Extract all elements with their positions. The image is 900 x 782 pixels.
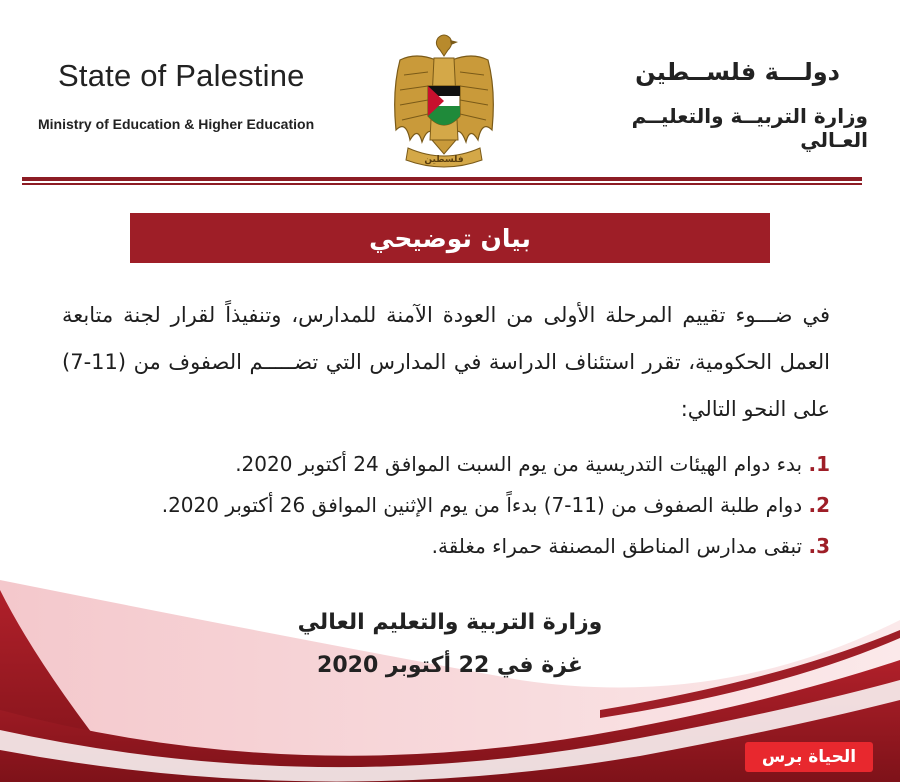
arabic-ministry-name: وزارة التربيــة والتعليــم العـالي xyxy=(631,104,868,152)
signature-date: غزة في 22 أكتوبر 2020 xyxy=(317,653,583,678)
english-ministry-name: Ministry of Education & Higher Education xyxy=(38,116,315,132)
english-header xyxy=(38,58,338,132)
list-item xyxy=(40,444,830,485)
header-divider-thin xyxy=(22,183,862,185)
list-item-text: دوام طلبة الصفوف من (11-7) بدءاً من يوم الإثنين الموافق 26 أكتوبر 2020. xyxy=(161,493,809,517)
list-item-text: بدء دوام الهيئات التدريسية من يوم السبت الموافق 24 أكتوبر 2020. xyxy=(235,452,809,476)
banner-title: بيان توضيحي xyxy=(369,223,531,253)
statement-paragraph: في ضـــوء تقييم المرحلة الأولى من العودة الآمنة للمدارس، وتنفيذاً لقرار لجنة متابعة العمل الحكومية، تقرر استئناف الدراسة في المدارس التي تضـــــم الصفوف من (11-7) على النحو التالي: xyxy=(62,303,830,421)
english-state-title: State of Palestine xyxy=(58,58,305,93)
watermark-label: الحياة برس xyxy=(761,747,857,767)
list-item-text: تبقى مدارس المناطق المصنفة حمراء مغلقة. xyxy=(431,534,809,558)
arabic-state-title: دولـــة فلســطين xyxy=(635,58,840,86)
list-item-number: 2. xyxy=(808,493,830,517)
title-banner xyxy=(130,213,770,263)
arabic-header xyxy=(558,58,868,152)
list-item xyxy=(40,485,830,526)
emblem-ribbon-text: فلسطين xyxy=(424,155,464,165)
list-item-number: 3. xyxy=(808,534,830,558)
palestine-eagle-emblem-icon xyxy=(388,30,500,170)
header-divider-thick xyxy=(22,177,862,181)
decision-list xyxy=(40,444,830,567)
list-item-number: 1. xyxy=(808,452,830,476)
signature-ministry: وزارة التربية والتعليم العالي xyxy=(297,610,603,635)
watermark-badge xyxy=(745,742,873,772)
